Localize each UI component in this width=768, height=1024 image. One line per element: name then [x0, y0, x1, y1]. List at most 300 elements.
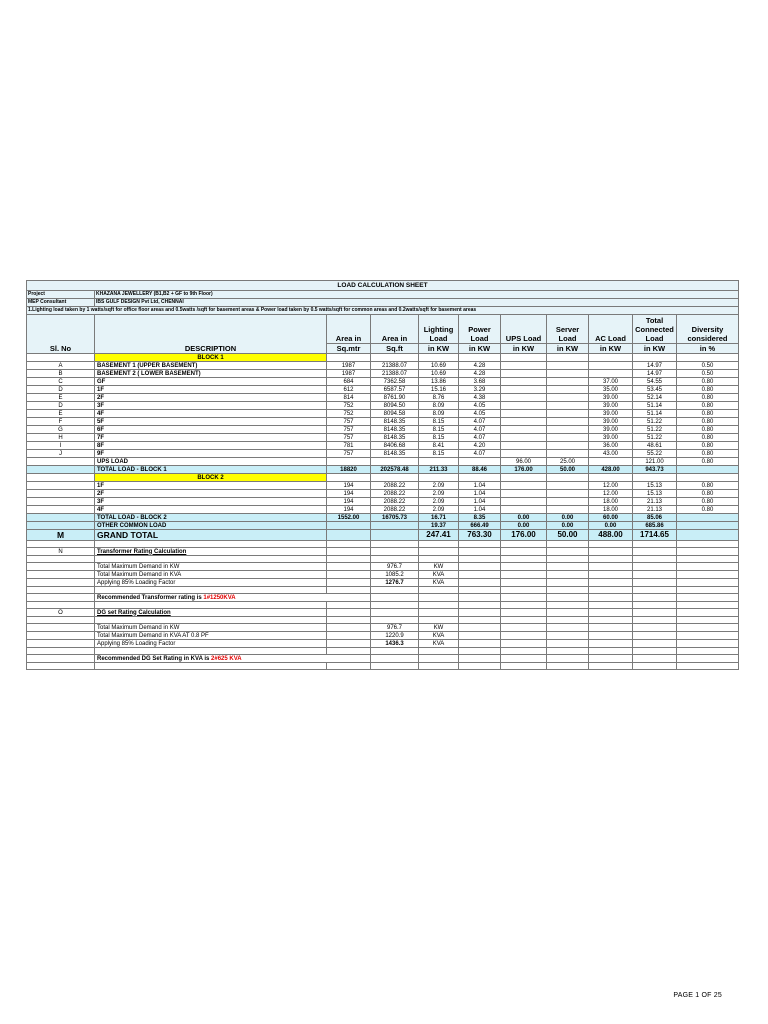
ups-load-row — [27, 458, 739, 466]
total-cell: 51.14 — [633, 410, 677, 418]
sl-no-cell: E — [27, 410, 95, 418]
empty-cell — [27, 556, 95, 563]
empty-cell — [419, 587, 459, 594]
empty-cell — [327, 617, 371, 624]
sl-no-cell: D — [27, 402, 95, 410]
transformer-recommend-value: 1#1250KVA — [203, 594, 236, 601]
light-cell: 2.09 — [419, 482, 459, 490]
empty-cell — [371, 648, 419, 655]
block-1-total-row — [27, 466, 739, 474]
empty-cell — [27, 571, 95, 579]
empty-cell — [589, 609, 633, 617]
empty-cell — [589, 541, 633, 548]
project-value: KHAZANA JEWELLERY (B1,B2 + GF to 9th Floor) — [95, 291, 739, 299]
empty-cell — [677, 648, 739, 655]
power-cell: 4.28 — [459, 362, 501, 370]
calc-description: Total Maximum Demand in KW — [95, 563, 327, 571]
dg-recommend-label: Recommended DG Set Rating in KVA is — [97, 655, 212, 662]
light-cell: 8.15 — [419, 426, 459, 434]
sqft-cell: 6587.57 — [371, 386, 419, 394]
ups-cell: 0.00 — [501, 522, 547, 530]
ac-cell: 36.00 — [589, 442, 633, 450]
header-ups-unit: in KW — [501, 344, 547, 354]
light-cell: 2.09 — [419, 490, 459, 498]
empty-cell — [95, 587, 327, 594]
ac-cell: 39.00 — [589, 434, 633, 442]
div-cell: 0.80 — [677, 506, 739, 514]
description-cell: 1F — [95, 482, 327, 490]
description-cell: 7F — [95, 434, 327, 442]
power-cell: 1.04 — [459, 482, 501, 490]
empty-cell — [547, 648, 589, 655]
ac-cell — [589, 458, 633, 466]
light-cell: 19.37 — [419, 522, 459, 530]
table-row — [27, 482, 739, 490]
server-cell — [547, 442, 589, 450]
ac-cell: 35.00 — [589, 386, 633, 394]
total-cell: 55.22 — [633, 450, 677, 458]
total-cell: 15.13 — [633, 482, 677, 490]
sqft-cell: 8761.90 — [371, 394, 419, 402]
power-cell: 4.07 — [459, 418, 501, 426]
ups-cell: 176.00 — [501, 530, 547, 541]
sl-no-cell: D — [27, 386, 95, 394]
empty-cell — [327, 563, 371, 571]
server-cell: 25.00 — [547, 458, 589, 466]
sqm-cell: 1552.00 — [327, 514, 371, 522]
empty-cell — [419, 548, 459, 556]
empty-cell — [327, 556, 371, 563]
empty-cell — [419, 541, 459, 548]
header-area-sqft: Area in — [371, 315, 419, 344]
server-cell — [547, 370, 589, 378]
ac-cell: 18.00 — [589, 506, 633, 514]
sqm-cell: 757 — [327, 426, 371, 434]
calc-value: 1085.2 — [371, 571, 419, 579]
empty-cell — [501, 587, 547, 594]
empty-cell — [589, 579, 633, 587]
empty-cell — [633, 556, 677, 563]
empty-cell — [547, 624, 589, 632]
light-cell: 15.16 — [419, 386, 459, 394]
empty-cell — [459, 354, 501, 362]
empty-cell — [459, 663, 501, 670]
description-cell: 8F — [95, 442, 327, 450]
sqm-cell: 1987 — [327, 362, 371, 370]
empty-cell — [419, 354, 459, 362]
empty-cell — [371, 617, 419, 624]
power-cell: 1.04 — [459, 490, 501, 498]
ac-cell: 428.00 — [589, 466, 633, 474]
empty-cell — [327, 579, 371, 587]
transformer-recommendation-row — [27, 594, 739, 602]
table-row — [27, 450, 739, 458]
empty-cell — [589, 548, 633, 556]
ac-cell: 488.00 — [589, 530, 633, 541]
description-cell: UPS LOAD — [95, 458, 327, 466]
empty-cell — [371, 548, 419, 556]
server-cell — [547, 362, 589, 370]
ups-cell — [501, 386, 547, 394]
div-cell: 0.80 — [677, 458, 739, 466]
empty-cell — [27, 594, 95, 602]
empty-cell — [327, 354, 371, 362]
empty-cell — [633, 632, 677, 640]
light-cell: 16.71 — [419, 514, 459, 522]
ups-cell — [501, 426, 547, 434]
server-cell — [547, 402, 589, 410]
empty-cell — [327, 530, 371, 541]
power-cell — [459, 458, 501, 466]
ups-cell — [501, 490, 547, 498]
sqft-cell: 2088.22 — [371, 482, 419, 490]
empty-cell — [327, 632, 371, 640]
empty-cell — [677, 655, 739, 663]
ac-cell: 39.00 — [589, 426, 633, 434]
blank-row — [27, 556, 739, 563]
calc-value: 976.7 — [371, 563, 419, 571]
light-cell — [419, 458, 459, 466]
div-cell: 0.80 — [677, 426, 739, 434]
div-cell: 0.80 — [677, 498, 739, 506]
div-cell: 0.80 — [677, 482, 739, 490]
sqft-cell: 8148.35 — [371, 450, 419, 458]
div-cell: 0.80 — [677, 418, 739, 426]
transformer-heading — [95, 548, 327, 556]
blank-row — [27, 541, 739, 548]
server-cell — [547, 394, 589, 402]
empty-cell — [27, 474, 95, 482]
empty-cell — [327, 541, 371, 548]
light-cell: 2.09 — [419, 506, 459, 514]
sl-no-cell: O — [27, 609, 95, 617]
calc-description: Total Maximum Demand in KVA AT 0.8 PF — [95, 632, 327, 640]
empty-cell — [371, 655, 419, 663]
div-cell: 0.50 — [677, 370, 739, 378]
blank-row — [27, 617, 739, 624]
empty-cell — [459, 655, 501, 663]
ac-cell: 60.00 — [589, 514, 633, 522]
sqm-cell: 757 — [327, 434, 371, 442]
calc-unit: KW — [419, 563, 459, 571]
empty-cell — [459, 624, 501, 632]
empty-cell — [327, 648, 371, 655]
empty-cell — [547, 571, 589, 579]
total-cell: 943.73 — [633, 466, 677, 474]
empty-cell — [501, 640, 547, 648]
div-cell: 0.80 — [677, 442, 739, 450]
empty-cell — [95, 648, 327, 655]
power-cell: 3.68 — [459, 378, 501, 386]
empty-cell — [95, 556, 327, 563]
power-cell: 4.20 — [459, 442, 501, 450]
power-cell: 763.30 — [459, 530, 501, 541]
header-lighting-unit: in KW — [419, 344, 459, 354]
dg-recommendation-row — [27, 655, 739, 663]
header-description: DESCRIPTION — [95, 315, 327, 354]
sl-no-cell — [27, 522, 95, 530]
calc-description: Total Maximum Demand in KVA — [95, 571, 327, 579]
empty-cell — [459, 640, 501, 648]
sqm-cell: 757 — [327, 450, 371, 458]
sqm-cell — [327, 458, 371, 466]
blank-row — [27, 602, 739, 609]
server-cell — [547, 418, 589, 426]
empty-cell — [589, 624, 633, 632]
empty-cell — [459, 563, 501, 571]
empty-cell — [633, 648, 677, 655]
empty-cell — [547, 579, 589, 587]
div-cell — [677, 522, 739, 530]
sqft-cell: 7362.58 — [371, 378, 419, 386]
power-cell: 4.05 — [459, 410, 501, 418]
sl-no-cell: F — [27, 418, 95, 426]
ups-cell: 176.00 — [501, 466, 547, 474]
sqft-cell: 21388.07 — [371, 362, 419, 370]
empty-cell — [371, 530, 419, 541]
transformer-recommend-label: Recommended Transformer rating is — [97, 594, 204, 601]
light-cell: 8.15 — [419, 434, 459, 442]
sqm-cell: 814 — [327, 394, 371, 402]
light-cell: 2.09 — [419, 498, 459, 506]
empty-cell — [459, 556, 501, 563]
sl-no-cell — [27, 466, 95, 474]
description-cell: TOTAL LOAD - BLOCK 2 — [95, 514, 327, 522]
ups-cell — [501, 378, 547, 386]
table-row — [27, 370, 739, 378]
empty-cell — [547, 354, 589, 362]
div-cell: 0.80 — [677, 402, 739, 410]
server-cell — [547, 434, 589, 442]
sqm-cell: 781 — [327, 442, 371, 450]
description-cell: 2F — [95, 394, 327, 402]
description-cell: 3F — [95, 498, 327, 506]
empty-cell — [633, 663, 677, 670]
transformer-heading-text: Transformer Rating Calculation — [97, 548, 187, 555]
empty-cell — [501, 571, 547, 579]
calc-description: Applying 85% Loading Factor — [95, 640, 327, 648]
empty-cell — [677, 640, 739, 648]
dg-calc-row — [27, 632, 739, 640]
description-cell: 4F — [95, 506, 327, 514]
sl-no-cell — [27, 506, 95, 514]
empty-cell — [677, 602, 739, 609]
description-cell: 6F — [95, 426, 327, 434]
empty-cell — [501, 609, 547, 617]
light-cell: 10.69 — [419, 370, 459, 378]
empty-cell — [371, 354, 419, 362]
description-cell: 4F — [95, 410, 327, 418]
header-ac: AC Load — [589, 315, 633, 344]
empty-cell — [501, 579, 547, 587]
sl-no-cell: G — [27, 426, 95, 434]
transformer-calc-row — [27, 563, 739, 571]
empty-cell — [677, 556, 739, 563]
sl-no-cell: H — [27, 434, 95, 442]
table-row — [27, 418, 739, 426]
header-power: Power Load — [459, 315, 501, 344]
empty-cell — [327, 474, 371, 482]
light-cell: 8.15 — [419, 418, 459, 426]
sheet-title: LOAD CALCULATION SHEET — [27, 281, 739, 291]
ups-cell — [501, 402, 547, 410]
ac-cell: 18.00 — [589, 498, 633, 506]
empty-cell — [547, 602, 589, 609]
description-cell: 2F — [95, 490, 327, 498]
empty-cell — [459, 579, 501, 587]
sqft-cell: 8148.35 — [371, 434, 419, 442]
power-cell: 3.29 — [459, 386, 501, 394]
ac-cell: 12.00 — [589, 482, 633, 490]
div-cell: 0.80 — [677, 394, 739, 402]
empty-cell — [589, 587, 633, 594]
consultant-label: MEP Consultant — [27, 299, 95, 307]
transformer-recommendation — [95, 594, 371, 602]
empty-cell — [501, 617, 547, 624]
div-cell — [677, 466, 739, 474]
description-cell: 1F — [95, 386, 327, 394]
empty-cell — [677, 579, 739, 587]
server-cell — [547, 378, 589, 386]
empty-cell — [327, 548, 371, 556]
empty-cell — [459, 548, 501, 556]
empty-cell — [677, 571, 739, 579]
empty-cell — [327, 587, 371, 594]
empty-cell — [501, 474, 547, 482]
empty-cell — [633, 541, 677, 548]
empty-cell — [633, 624, 677, 632]
sl-no-cell: I — [27, 442, 95, 450]
description-cell: 9F — [95, 450, 327, 458]
sqft-cell: 21388.07 — [371, 370, 419, 378]
sqft-cell: 8406.68 — [371, 442, 419, 450]
dg-heading — [95, 609, 327, 617]
empty-cell — [501, 594, 547, 602]
light-cell: 8.09 — [419, 410, 459, 418]
sqft-cell: 2088.22 — [371, 490, 419, 498]
sqft-cell — [371, 522, 419, 530]
total-cell: 51.14 — [633, 402, 677, 410]
table-row — [27, 402, 739, 410]
empty-cell — [547, 655, 589, 663]
empty-cell — [633, 571, 677, 579]
total-cell: 51.22 — [633, 418, 677, 426]
empty-cell — [419, 556, 459, 563]
header-diversity: Diversity considered — [677, 315, 739, 344]
empty-cell — [501, 648, 547, 655]
ac-cell: 12.00 — [589, 490, 633, 498]
description-cell: OTHER COMMON LOAD — [95, 522, 327, 530]
empty-cell — [501, 548, 547, 556]
total-cell: 85.06 — [633, 514, 677, 522]
ac-cell — [589, 362, 633, 370]
calc-description: Total Maximum Demand in KW — [95, 624, 327, 632]
ups-cell — [501, 442, 547, 450]
dg-recommendation — [95, 655, 371, 663]
transformer-calc-row — [27, 571, 739, 579]
empty-cell — [547, 632, 589, 640]
sl-no-cell — [27, 514, 95, 522]
empty-cell — [327, 609, 371, 617]
empty-cell — [589, 617, 633, 624]
header-slno: Sl. No — [27, 315, 95, 354]
light-cell: 211.33 — [419, 466, 459, 474]
total-cell: 14.97 — [633, 370, 677, 378]
block-label: BLOCK 1 — [95, 354, 327, 362]
sqm-cell: 757 — [327, 418, 371, 426]
calc-description: Applying 85% Loading Factor — [95, 579, 327, 587]
empty-cell — [547, 617, 589, 624]
block-label: BLOCK 2 — [95, 474, 327, 482]
sqft-cell: 8094.58 — [371, 410, 419, 418]
total-cell: 1714.65 — [633, 530, 677, 541]
empty-cell — [677, 632, 739, 640]
dg-calc-row — [27, 624, 739, 632]
total-cell: 52.14 — [633, 394, 677, 402]
div-cell: 0.80 — [677, 386, 739, 394]
ups-cell — [501, 506, 547, 514]
empty-cell — [327, 602, 371, 609]
ac-cell: 39.00 — [589, 418, 633, 426]
empty-cell — [371, 602, 419, 609]
empty-cell — [27, 663, 95, 670]
total-cell: 54.55 — [633, 378, 677, 386]
power-cell: 4.07 — [459, 426, 501, 434]
empty-cell — [459, 617, 501, 624]
table-row — [27, 362, 739, 370]
description-cell: BASEMENT 2 ( LOWER BASEMENT) — [95, 370, 327, 378]
sl-no-cell — [27, 458, 95, 466]
empty-cell — [501, 632, 547, 640]
total-cell: 51.22 — [633, 434, 677, 442]
empty-cell — [677, 541, 739, 548]
empty-cell — [459, 474, 501, 482]
div-cell: 0.80 — [677, 490, 739, 498]
ups-cell — [501, 434, 547, 442]
blank-row — [27, 648, 739, 655]
ups-cell — [501, 370, 547, 378]
empty-cell — [459, 587, 501, 594]
total-cell: 48.61 — [633, 442, 677, 450]
empty-cell — [633, 474, 677, 482]
power-cell: 4.05 — [459, 402, 501, 410]
empty-cell — [589, 354, 633, 362]
empty-cell — [371, 594, 419, 602]
calc-unit: KVA — [419, 640, 459, 648]
empty-cell — [677, 354, 739, 362]
sqm-cell: 194 — [327, 482, 371, 490]
header-area-sqm-unit: Sq.mtr — [327, 344, 371, 354]
light-cell: 13.86 — [419, 378, 459, 386]
empty-cell — [327, 663, 371, 670]
empty-cell — [589, 655, 633, 663]
empty-cell — [677, 663, 739, 670]
total-cell: 15.13 — [633, 490, 677, 498]
empty-cell — [633, 602, 677, 609]
empty-cell — [371, 556, 419, 563]
sqft-cell: 8148.35 — [371, 426, 419, 434]
empty-cell — [419, 474, 459, 482]
empty-cell — [547, 640, 589, 648]
light-cell: 8.41 — [419, 442, 459, 450]
total-cell: 21.13 — [633, 498, 677, 506]
dg-recommend-value: 2#625 KVA — [211, 655, 242, 662]
empty-cell — [633, 655, 677, 663]
blank-row — [27, 587, 739, 594]
empty-cell — [633, 548, 677, 556]
ups-cell — [501, 362, 547, 370]
power-cell: 4.28 — [459, 370, 501, 378]
